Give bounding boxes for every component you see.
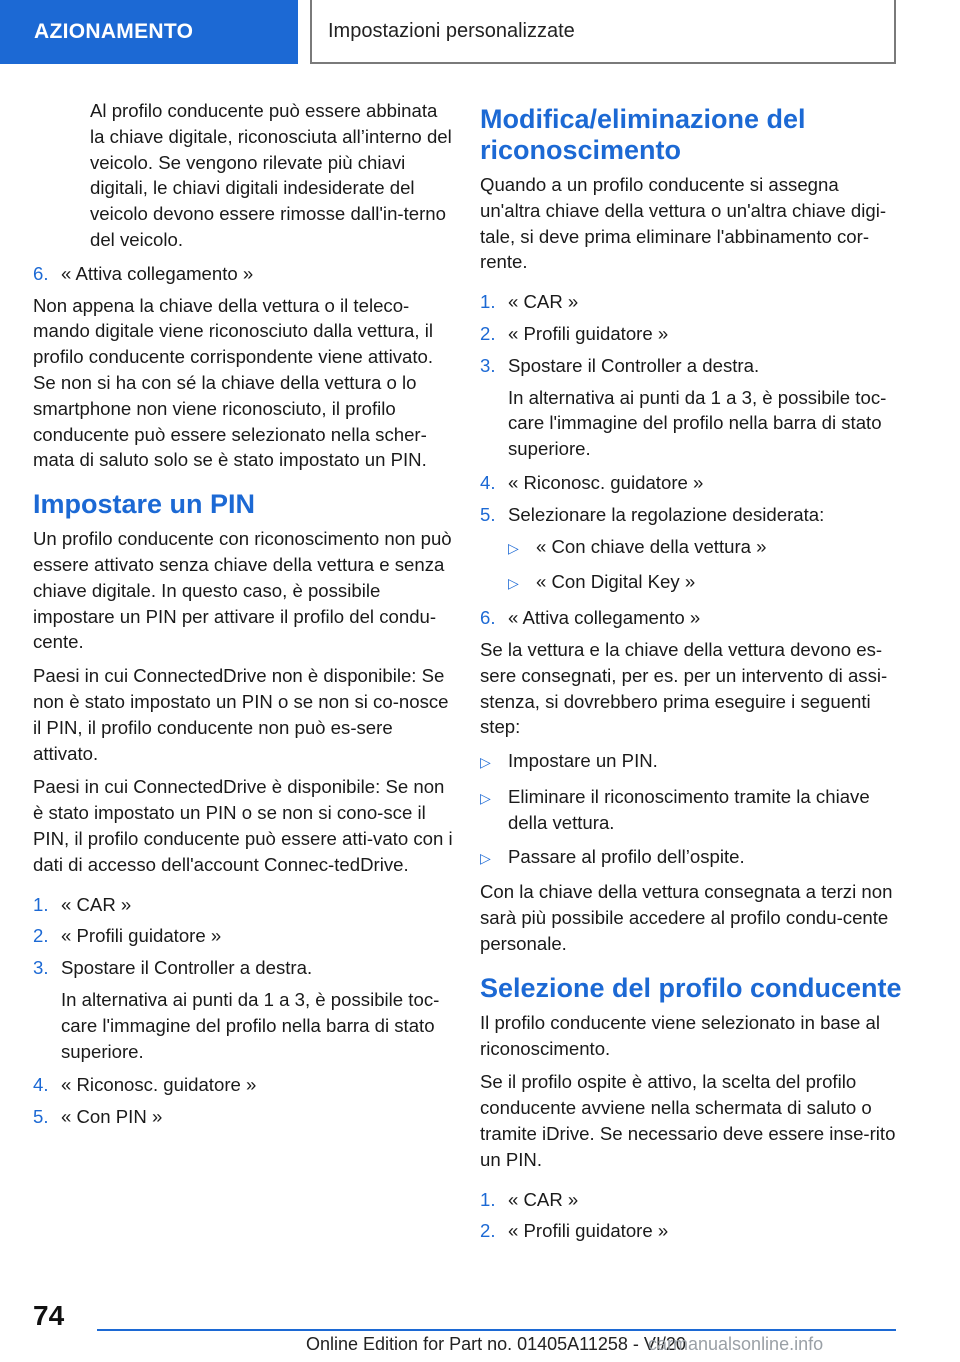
step-number: 1. [480,291,496,313]
triangle-right-outline-icon: ▷ [508,539,519,556]
page-number: 74 [33,1300,65,1331]
option-item [480,534,904,562]
step-number: 6. [33,262,49,284]
step-number: 5. [33,1106,49,1128]
paragraph: Paesi in cui ConnectedDrive non è disponibile: Se non è stato impostato un PIN o se non si co-nosce il PIN, il profilo conducente non può es-sere attivato. [33,665,449,764]
step-number: 1. [480,1188,496,1210]
paragraph: Se la vettura e la chiave della vettura devono es-sere consegnati, per es. per un intervento di assi-stenza, si dovrebbero prima eseguire i seguenti step: [480,638,888,738]
chapter-title: Impostazioni personalizzate [328,19,575,42]
option-text: « Con Digital Key » [536,571,696,593]
list-item [33,1104,455,1130]
paragraph: Il profilo conducente viene selezionato in base al riconoscimento. [480,1011,881,1059]
step-number: 2. [480,1220,496,1242]
list-item [480,1187,904,1213]
step-text: « Attiva collegamento » [508,607,701,629]
list-item [480,605,904,631]
list-item [480,289,904,315]
edition-note: Online Edition for Part no. 01405A11258 - VI/20 [306,1334,686,1354]
step-text: « Riconosc. guidatore » [508,471,704,493]
step-text: « CAR » [61,893,132,915]
paragraph: Quando a un profilo conducente si assegna un'altra chiave della vettura o un'altra chiave digi-tale, si deve prima eliminare l'abbinamento cor-rente. [480,174,887,273]
step-number: 2. [480,322,496,344]
bullet-item [480,748,904,776]
triangle-right-outline-icon: ▷ [508,575,519,592]
list-item [480,353,904,379]
paragraph: Paesi in cui ConnectedDrive è disponibile: Se non è stato impostato un PIN o se non si cono-sce il PIN, il profilo conducente può essere atti-vato con i dati di accesso dell'account Connec-tedDrive. [33,776,453,875]
step-text: « Profili guidatore » [508,322,669,344]
paragraph: Con la chiave della vettura consegnata a terzi non sarà più possibile accedere al profilo condu-cente personale. [480,881,893,954]
step-number: 3. [33,957,49,979]
list-item [33,923,455,949]
footer-divider [97,1329,896,1331]
watermark: carmanualsonline.info [648,1334,824,1354]
paragraph: Un profilo conducente con riconoscimento non può essere attivato senza chiave della vettura e senza chiave digitale. In questo caso, è possibile impostare un PIN per attivare il profilo del condu-cente. [33,528,452,653]
list-item [33,892,455,918]
heading-modify-recognition: Modifica/eliminazione del riconoscimento [480,104,806,165]
step-note: In alternativa ai punti da 1 a 3, è possibile toc-care l'immagine del profilo nella barra di stato superiore. [61,988,440,1062]
step-number: 4. [33,1074,49,1096]
list-item [33,261,455,287]
list-item [480,321,904,347]
option-text: « Con chiave della vettura » [536,535,767,557]
step-number: 1. [33,893,49,915]
list-item [480,1218,904,1244]
list-item [480,502,904,528]
intro-text: Al profilo conducente può essere abbinata la chiave digitale, riconosciuta all’interno del veicolo. Se vengono rilevate più chiavi digitali, le chiavi digitali indesiderate del veicolo devono essere rimosse dall'in-terno del veicolo. [90,100,452,250]
step-text: « Riconosc. guidatore » [61,1074,257,1096]
step-number: 3. [480,354,496,376]
paragraph: Non appena la chiave della vettura o il teleco-mando digitale viene riconosciuto dalla vettura, il profilo conducente corrispondente viene attivato. Se non si ha con sé la chiave della vettura o lo smartphone non viene riconosciuto, il profilo conducente può essere selezionato nella scher-mata di saluto solo se è stato impostato un PIN. [33,294,434,471]
left-column [33,98,455,1136]
step-text: « CAR » [508,1188,579,1210]
step-text: Spostare il Controller a destra. [508,354,760,376]
step-number: 6. [480,607,496,629]
bullet-text: Impostare un PIN. [508,750,658,772]
option-item [480,569,904,597]
triangle-right-outline-icon: ▷ [480,789,491,806]
step-text: « CAR » [508,291,579,313]
step-text: Selezionare la regolazione desiderata: [508,503,825,525]
list-item [480,470,904,496]
triangle-right-outline-icon: ▷ [480,754,491,771]
list-item [33,955,455,981]
step-note: In alternativa ai punti da 1 a 3, è possibile toc-care l'immagine del profilo nella barra di stato superiore. [508,386,887,460]
triangle-right-outline-icon: ▷ [480,849,491,866]
section-label: AZIONAMENTO [34,20,194,43]
section-tab [0,0,298,64]
step-text: « Con PIN » [61,1106,163,1128]
step-text: « Attiva collegamento » [61,262,254,284]
step-text: Spostare il Controller a destra. [61,957,313,979]
step-number: 5. [480,503,496,525]
step-text: « Profili guidatore » [61,925,222,947]
heading-select-profile: Selezione del profilo conducente [480,972,902,1003]
step-number: 4. [480,471,496,493]
paragraph: Se il profilo ospite è attivo, la scelta del profilo conducente avviene nella schermata di saluto o tramite iDrive. Se necessario deve essere inse-rito un PIN. [480,1071,896,1170]
bullet-text: Eliminare il riconoscimento tramite la chiave della vettura. [508,785,870,833]
bullet-text: Passare al profilo dell’ospite. [508,845,745,867]
bullet-item [480,844,904,872]
page-header-title [310,0,896,64]
bullet-item [480,784,904,836]
heading-set-pin: Impostare un PIN [33,489,256,520]
list-item [33,1072,455,1098]
right-column [480,98,904,1250]
step-text: « Profili guidatore » [508,1220,669,1242]
step-number: 2. [33,925,49,947]
